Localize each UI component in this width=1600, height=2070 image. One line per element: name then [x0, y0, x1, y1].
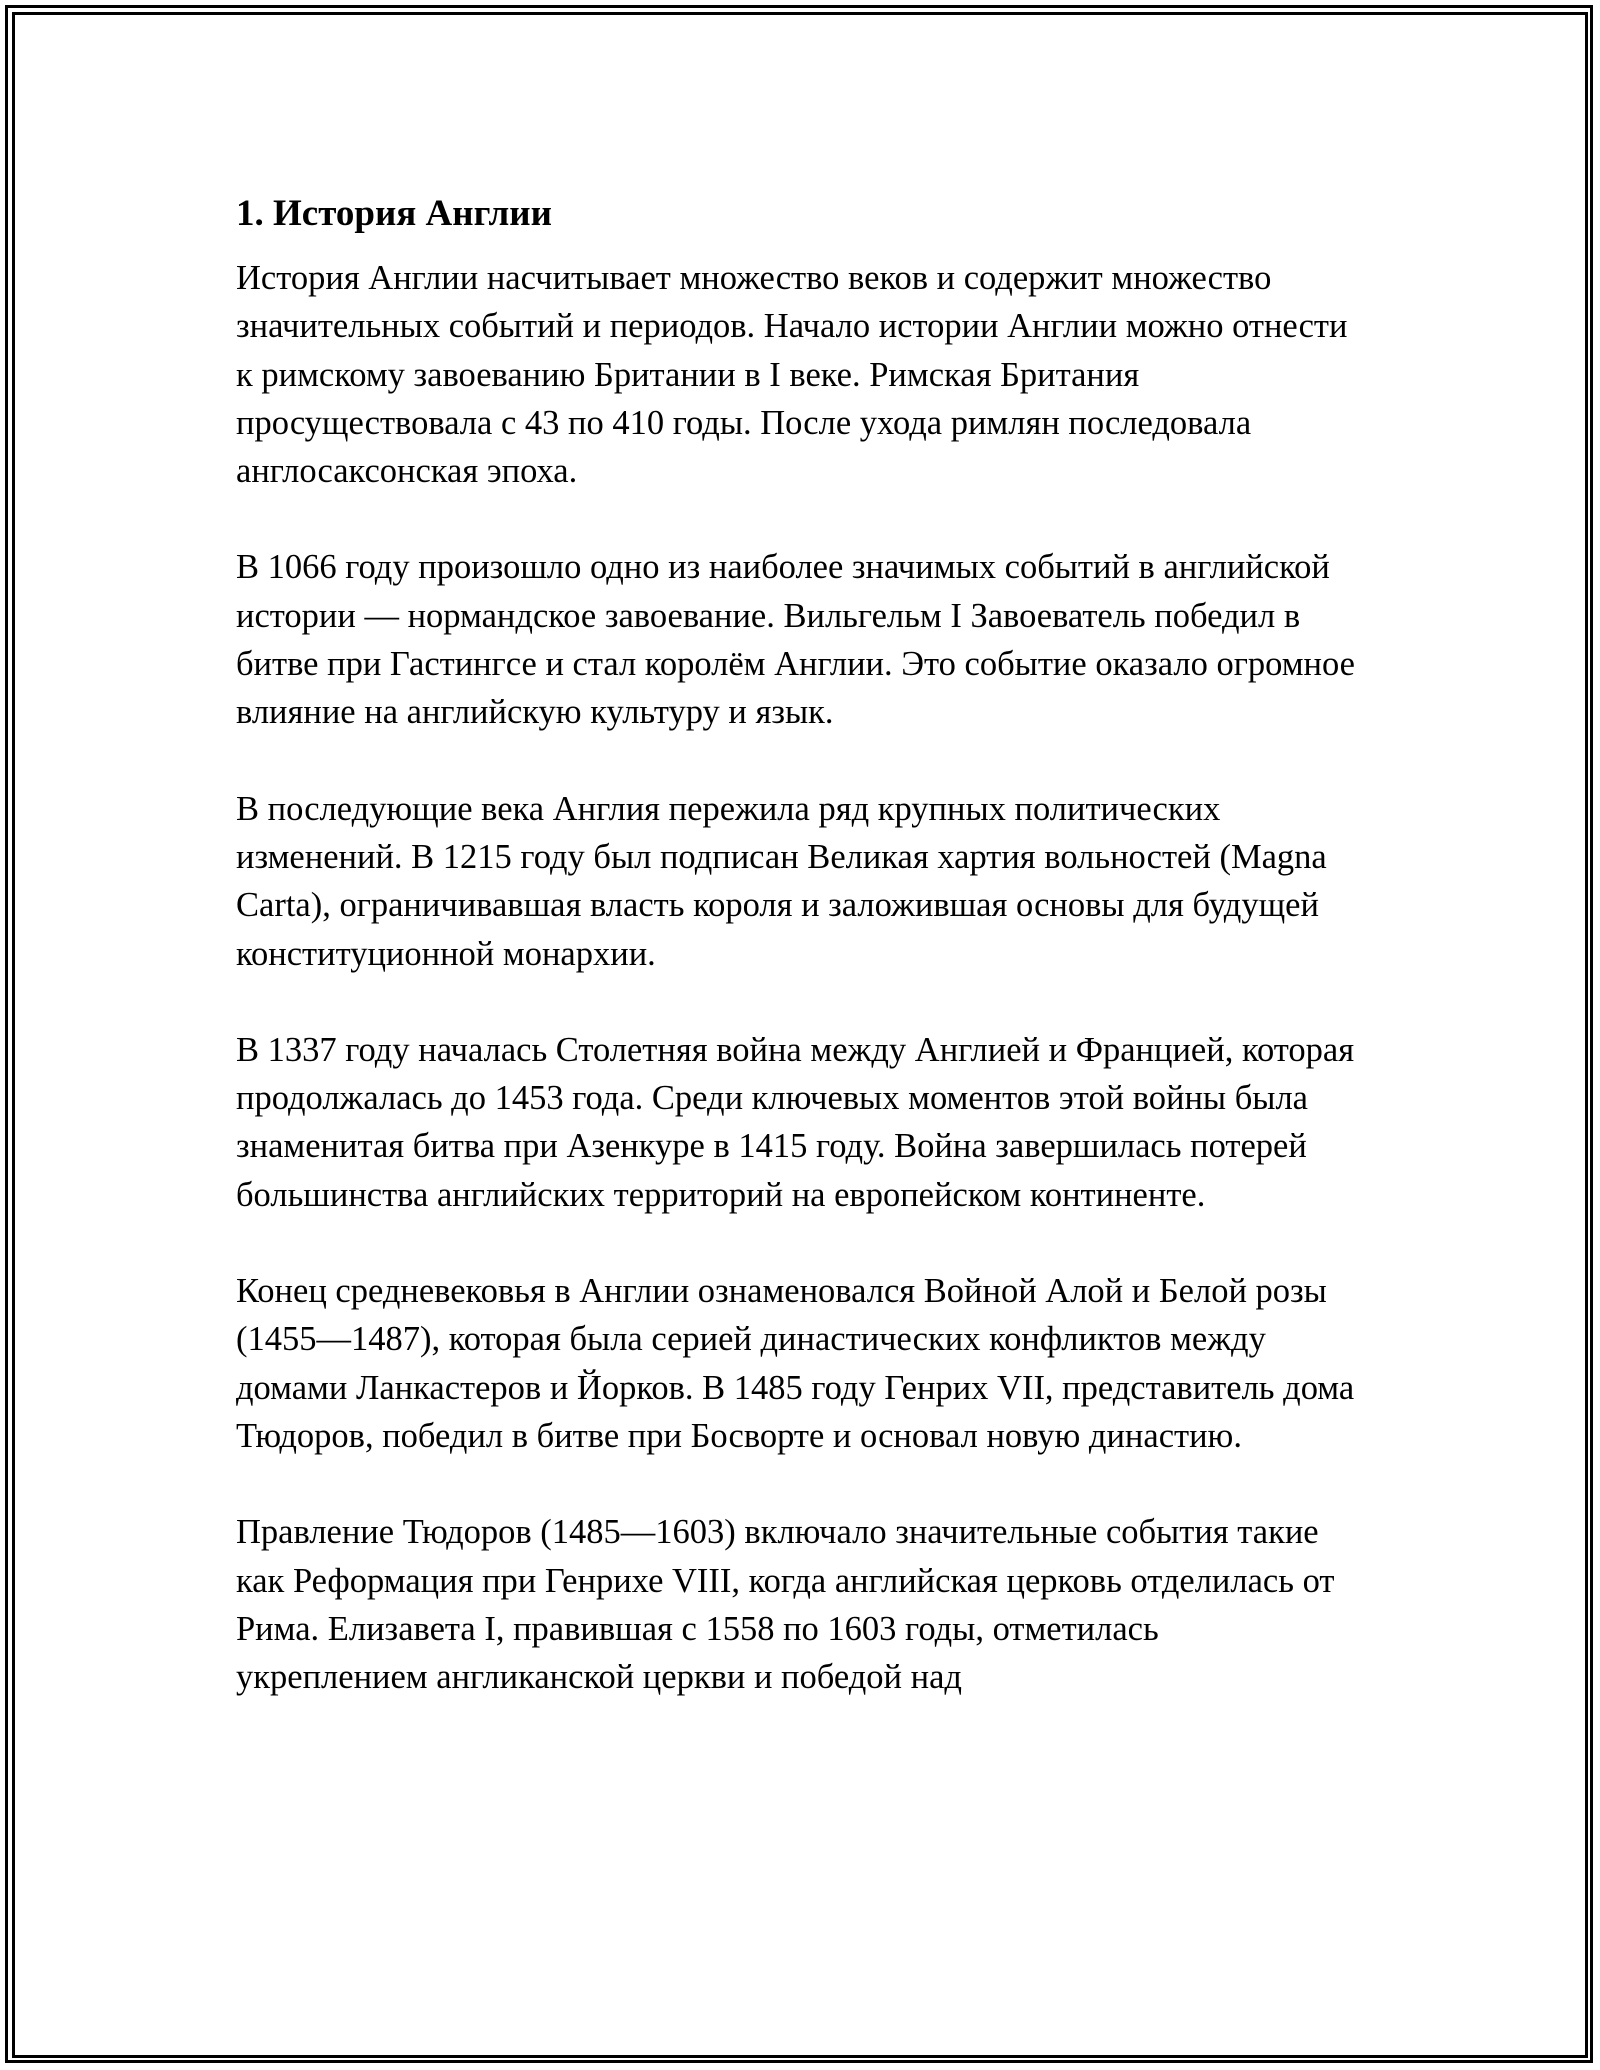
paragraph-wars-of-the-roses: Конец средневековья в Англии ознаменовался Войной Алой и Белой розы (1455—1487), которая была серией династических конфликтов между домами Ланкастеров и Йорков. В 1485 году Генрих VII, представитель дома Тюдоров, победил в битве при Босворте и основал новую династию. [236, 1272, 1355, 1455]
paragraph-magna-carta: В последующие века Англия пережила ряд крупных политических изменений. В 1215 году был подписан Великая хартия вольностей (Magna Carta), ограничивавшая власть короля и заложившая основы для будущей конституционной монархии. [236, 789, 1327, 973]
document-body [236, 186, 1356, 1749]
paragraph-hundred-years-war: В 1337 году началась Столетняя война между Англией и Францией, которая продолжалась до 1453 года. Среди ключевых моментов этой войны была знаменитая битва при Азенкуре в 1415 году. Война завершилась потерей большинства английских территорий на европейском континенте. [236, 1030, 1355, 1214]
paragraph-norman-conquest: В 1066 году произошло одно из наиболее значимых событий в английской истории — нормандское завоевание. Вильгельм I Завоеватель победил в битве при Гастингсе и стал королём Англии. Это событие оказало огромное влияние на английскую культуру и язык. [236, 548, 1355, 732]
paragraph-tudor-reign: Правление Тюдоров (1485—1603) включало значительные события такие как Реформация при Генрихе VIII, когда английская церковь отделилась от Рима. Елизавета I, правившая с 1558 по 1603 годы, отметилась укреплением англиканской церкви и победой над [236, 1513, 1335, 1697]
paragraph-roman-britain: История Англии насчитывает множество веков и содержит множество значительных событий и периодов. Начало истории Англии можно отнести к римскому завоеванию Британии в I веке. Римская Британия просуществовала с 43 по 410 годы. После ухода римлян последовала англосаксонская эпоха. [236, 259, 1348, 491]
section-title: 1. История Англии [236, 193, 552, 234]
